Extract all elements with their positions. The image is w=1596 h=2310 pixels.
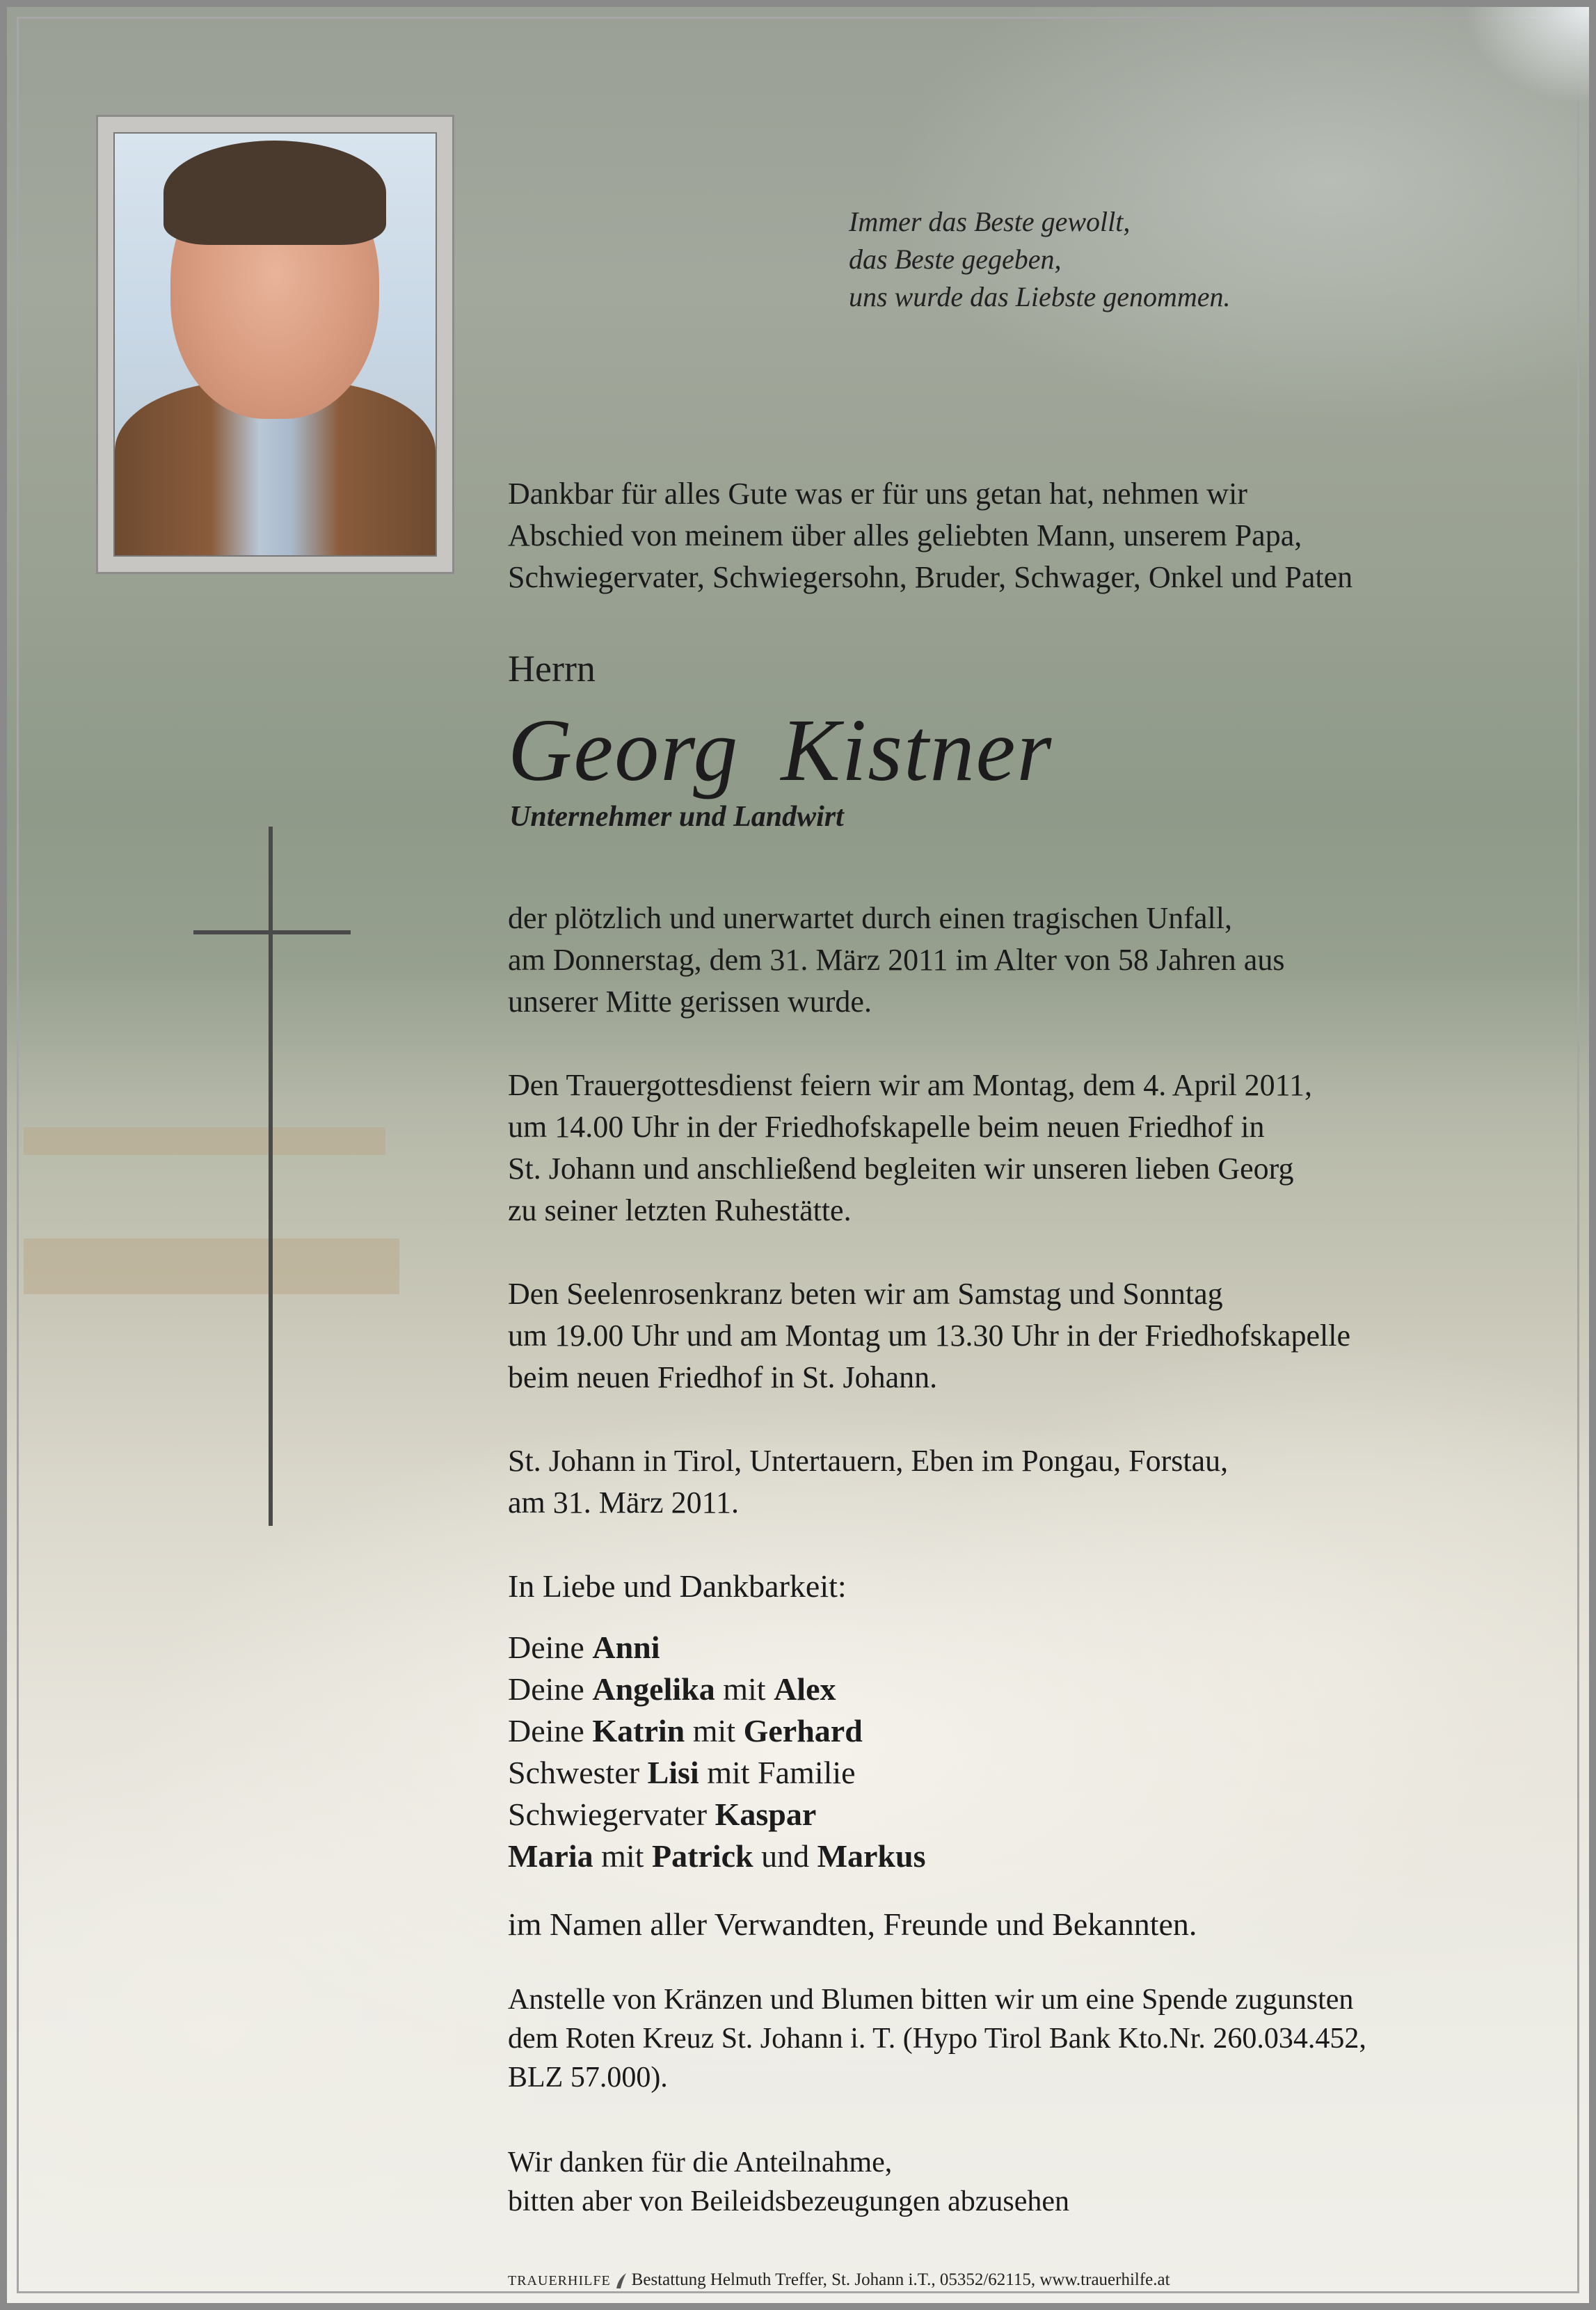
mourner-row bbox=[508, 1752, 926, 1794]
mourner-relation: Schwester bbox=[508, 1755, 648, 1790]
thanks-line: Wir danken für die Anteilnahme, bbox=[508, 2146, 893, 2178]
intro-line: Dankbar für alles Gute was er für uns getan hat, nehmen wir bbox=[508, 477, 1247, 511]
mourner-relation: Deine bbox=[508, 1630, 593, 1665]
portrait-photo bbox=[113, 132, 437, 557]
donation-line: Anstelle von Kränzen und Blumen bitten wir um eine Spende zugunsten bbox=[508, 1984, 1354, 2016]
rosary-line: beim neuen Friedhof in St. Johann. bbox=[508, 1360, 938, 1394]
background-sky bbox=[1464, 7, 1589, 104]
background-fence-rail bbox=[24, 1238, 399, 1294]
background-fence bbox=[24, 1127, 385, 1155]
donation-line: BLZ 57.000). bbox=[508, 2062, 668, 2094]
mourner-name: Gerhard bbox=[743, 1713, 863, 1749]
mourner-relation: Deine bbox=[508, 1713, 593, 1749]
last-name: Kistner bbox=[781, 701, 1053, 799]
dove-logo-icon bbox=[614, 2270, 629, 2291]
funeral-line: St. Johann und anschließend begleiten wir unseren lieben Georg bbox=[508, 1152, 1294, 1186]
death-line: der plötzlich und unerwartet durch einen tragischen Unfall, bbox=[508, 901, 1232, 935]
death-line: unserer Mitte gerissen wurde. bbox=[508, 985, 872, 1019]
place-line: St. Johann in Tirol, Untertauern, Eben im Pongau, Forstau, bbox=[508, 1444, 1229, 1478]
funeral-line: zu seiner letzten Ruhestätte. bbox=[508, 1193, 852, 1227]
mourner-relation: Schwiegervater bbox=[508, 1797, 715, 1832]
mourner-name: Alex bbox=[774, 1671, 836, 1707]
funeral-line: Den Trauergottesdienst feiern wir am Montag, dem 4. April 2011, bbox=[508, 1068, 1313, 1102]
mourner-name: Markus bbox=[817, 1838, 926, 1874]
portrait-hair bbox=[163, 141, 386, 245]
cross-icon-bar bbox=[193, 930, 351, 934]
relatives-line: im Namen aller Verwandten, Freunde und Bekannten. bbox=[508, 1906, 1197, 1942]
footer-text: Bestattung Helmuth Treffer, St. Johann i.T., 05352/62115, www.trauerhilfe.at bbox=[631, 2270, 1170, 2289]
funeral-line: um 14.00 Uhr in der Friedhofskapelle beim neuen Friedhof in bbox=[508, 1110, 1265, 1144]
occupation: Unternehmer und Landwirt bbox=[509, 801, 844, 833]
mourner-relation: Deine bbox=[508, 1671, 593, 1707]
mourner-connector: mit bbox=[685, 1713, 744, 1749]
intro-line: Abschied von meinem über alles geliebten Mann, unserem Papa, bbox=[508, 518, 1302, 552]
verse-line: uns wurde das Liebste genommen. bbox=[849, 281, 1231, 312]
mourner-row bbox=[508, 1835, 926, 1877]
donation-line: dem Roten Kreuz St. Johann i. T. (Hypo Tirol Bank Kto.Nr. 260.034.452, bbox=[508, 2023, 1366, 2055]
mourner-row bbox=[508, 1627, 926, 1668]
first-name: Georg bbox=[508, 701, 740, 799]
salutation: Herrn bbox=[508, 648, 596, 690]
mourner-name: Patrick bbox=[651, 1838, 753, 1874]
thanks-line: bitten aber von Beileidsbezeugungen abzusehen bbox=[508, 2185, 1070, 2217]
mourner-name: Anni bbox=[592, 1630, 660, 1665]
death-line: am Donnerstag, dem 31. März 2011 im Alter von 58 Jahren aus bbox=[508, 943, 1285, 977]
intro-paragraph bbox=[508, 473, 1352, 598]
footer bbox=[508, 2270, 1170, 2291]
mourners-list bbox=[508, 1627, 926, 1877]
mourner-row bbox=[508, 1710, 926, 1752]
mourner-name: Lisi bbox=[647, 1755, 699, 1790]
mourner-name: Katrin bbox=[592, 1713, 685, 1749]
verse-line: das Beste gegeben, bbox=[849, 244, 1062, 275]
mourner-row bbox=[508, 1668, 926, 1710]
portrait-frame bbox=[96, 115, 454, 574]
death-notice-paragraph bbox=[508, 898, 1284, 1023]
funeral-paragraph bbox=[508, 1065, 1312, 1232]
mourner-name: Kaspar bbox=[715, 1797, 817, 1832]
mourner-connector: und bbox=[753, 1838, 817, 1874]
thanks-paragraph bbox=[508, 2143, 1069, 2221]
rosary-line: um 19.00 Uhr und am Montag um 13.30 Uhr in der Friedhofskapelle bbox=[508, 1319, 1351, 1353]
memorial-verse bbox=[849, 203, 1230, 316]
footer-brand: TRAUERHILFE bbox=[508, 2273, 611, 2288]
date-line: am 31. März 2011. bbox=[508, 1485, 739, 1520]
deceased-name bbox=[508, 699, 1053, 802]
intro-line: Schwiegervater, Schwiegersohn, Bruder, Schwager, Onkel und Paten bbox=[508, 560, 1353, 594]
donation-paragraph bbox=[508, 1980, 1366, 2097]
love-line: In Liebe und Dankbarkeit: bbox=[508, 1568, 847, 1604]
mourner-name: Maria bbox=[508, 1838, 593, 1874]
place-date bbox=[508, 1440, 1228, 1524]
rosary-paragraph bbox=[508, 1273, 1350, 1399]
mourner-row bbox=[508, 1794, 926, 1835]
mourner-connector: mit bbox=[593, 1838, 652, 1874]
rosary-line: Den Seelenrosenkranz beten wir am Samstag und Sonntag bbox=[508, 1277, 1223, 1311]
mourner-connector: mit bbox=[715, 1671, 774, 1707]
mourner-name: Angelika bbox=[592, 1671, 715, 1707]
mourner-connector: mit Familie bbox=[699, 1755, 856, 1790]
verse-line: Immer das Beste gewollt, bbox=[849, 206, 1131, 237]
